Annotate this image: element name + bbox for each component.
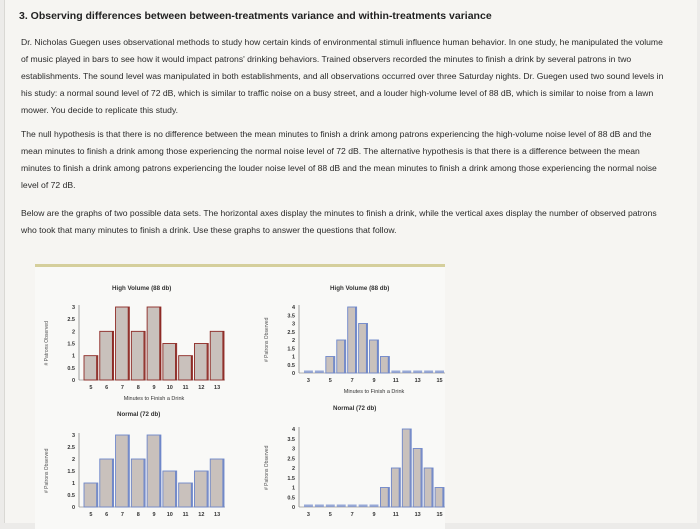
chart-c-bar (116, 435, 130, 507)
chart-c-bar (84, 483, 98, 507)
chart-c-bar (131, 459, 145, 507)
chart-d-ytick: 2.5 (287, 456, 295, 463)
chart-d-bar (370, 505, 379, 508)
chart-c-xtick: 8 (136, 512, 140, 518)
chart-b-ylabel: # Patrons Observed (264, 317, 270, 362)
chart-b-bar (413, 371, 422, 374)
chart-d-title: Normal (72 db) (333, 405, 377, 412)
chart-b-ytick: 3.5 (287, 313, 295, 320)
chart-a-bar (163, 344, 177, 381)
chart-d-xtick: 11 (392, 512, 399, 518)
chart-c-xtick: 12 (198, 512, 205, 518)
chart-d-ytick: 3.5 (287, 436, 295, 443)
chart-c-bar (147, 435, 161, 507)
chart-b-xtick: 7 (350, 378, 354, 384)
chart-d (255, 417, 455, 523)
chart-a-ytick: 3 (71, 305, 75, 311)
chart-d-xtick: 7 (350, 512, 354, 518)
chart-b-ytick: 2 (291, 338, 295, 344)
chart-c-xtick: 10 (166, 512, 173, 518)
chart-a-ytick: 0 (71, 378, 75, 384)
chart-c-bar (100, 459, 114, 507)
chart-c-ytick: 2.5 (67, 445, 75, 451)
study-description: Dr. Nicholas Guegen uses observational methods to study how certain kinds of environmental stimuli influence human behavior. In one study, he manipulated the volume of music played in bars to see how it would impact patrons' drinking behaviors. Trained observers recorded the minutes to finish a drink by several patrons in two establishments. The sound level was manipulated in both establishments, and all observations occurred over three Saturday nights. Dr. Guegen used two sound levels in his study: a normal sound level of 72 dB, which is similar to traffic noise on a busy street, and a louder high-volume level of 88 dB, which is similar to noise from a lawn mower. You decide to replicate this study. (21, 37, 664, 115)
chart-b-ytick: 1.5 (287, 346, 295, 353)
chart-d-xtick: 15 (436, 512, 443, 518)
hypothesis-description: The null hypothesis is that there is no difference between the mean minutes to finish a drink among patrons experiencing the high-volume noise level of 88 dB and the mean minutes to finish a drink among those experiencing the normal noise level of 72 dB. The alternative hypothesis is that there is a difference between the mean minutes to finish a drink among patrons experiencing the louder noise level of 88 dB and the mean minutes to finish a drink among those experiencing the normal noise level of 72 dB. (21, 129, 657, 190)
chart-b-ytick: 3 (291, 321, 295, 328)
chart-a-bar (210, 331, 224, 380)
chart-a-ytick: 0.5 (67, 365, 75, 372)
chart-c-bar (210, 459, 224, 507)
question-page (4, 0, 697, 523)
chart-d-xtick: 3 (306, 512, 310, 518)
chart-a-ytick: 1.5 (67, 341, 75, 348)
chart-a-ytick: 2 (71, 329, 75, 336)
chart-a (35, 295, 235, 410)
chart-c-ytick: 1.5 (67, 469, 75, 475)
chart-a-xtick: 11 (182, 385, 189, 391)
chart-b-bar (424, 371, 433, 374)
chart-a-bar (116, 307, 130, 380)
chart-c-xtick: 6 (105, 512, 109, 518)
chart-a-xlabel: Minutes to Finish a Drink (123, 396, 185, 402)
chart-b-title: High Volume (88 db) (330, 285, 390, 292)
chart-c-title: Normal (72 db) (117, 411, 161, 418)
chart-c (35, 423, 235, 523)
chart-a-bar (131, 331, 145, 380)
chart-a-title: High Volume (88 db) (112, 285, 172, 292)
chart-d-ytick: 3 (291, 446, 295, 453)
chart-b-ytick: 2.5 (287, 329, 295, 336)
chart-a-xtick: 13 (214, 385, 221, 391)
chart-a-ytick: 2.5 (67, 317, 75, 324)
chart-c-ytick: 1 (71, 481, 75, 487)
chart-b-bar (304, 371, 313, 374)
chart-b-xlabel: Minutes to Finish a Drink (343, 389, 405, 395)
chart-a-bar (147, 307, 161, 380)
chart-b-xtick: 15 (436, 378, 443, 384)
chart-b-xtick: 11 (392, 378, 399, 384)
chart-d-bar (315, 505, 324, 508)
chart-a-bar (194, 344, 208, 381)
chart-a-bar (84, 356, 98, 380)
chart-d-bar (359, 505, 368, 508)
chart-d-xtick: 5 (328, 512, 332, 518)
chart-d-ytick: 2 (291, 466, 295, 472)
chart-d-ylabel: # Patrons Observed (264, 445, 270, 490)
chart-c-bar (194, 471, 208, 507)
chart-b (255, 295, 455, 410)
chart-d-bar (304, 505, 313, 508)
chart-c-bar (163, 471, 177, 507)
chart-b-ytick: 4 (291, 305, 295, 311)
chart-d-xtick: 13 (414, 512, 421, 518)
chart-c-xtick: 5 (89, 512, 93, 518)
chart-a-xtick: 12 (198, 385, 205, 391)
chart-c-xtick: 11 (182, 512, 189, 518)
chart-a-xtick: 5 (89, 385, 93, 391)
chart-a-xtick: 10 (166, 385, 173, 391)
chart-c-xtick: 7 (120, 512, 124, 518)
chart-c-xtick: 13 (214, 512, 221, 518)
chart-d-ytick: 1.5 (287, 475, 295, 482)
chart-a-xtick: 8 (136, 385, 140, 391)
chart-a-ytick: 1 (71, 353, 75, 360)
chart-a-bar (179, 356, 193, 380)
chart-a-xtick: 6 (105, 385, 109, 391)
chart-d-xtick: 9 (372, 512, 376, 518)
chart-d-ytick: 1 (291, 485, 295, 492)
chart-b-xtick: 9 (372, 378, 376, 384)
chart-c-ytick: 0.5 (67, 493, 75, 499)
chart-d-bar (326, 505, 335, 508)
chart-b-bar (435, 371, 444, 374)
chart-a-xtick: 7 (120, 385, 124, 391)
chart-d-ytick: 4 (291, 427, 295, 433)
chart-b-ytick: 1 (291, 354, 295, 361)
chart-d-ytick: 0.5 (287, 495, 295, 502)
graph-instructions: Below are the graphs of two possible data sets. The horizontal axes display the minutes to finish a drink, while the vertical axes display the number of observed patrons who took that many minutes to finish a drink. Use these graphs to answer the questions that follow. (21, 208, 657, 235)
chart-b-bar (391, 371, 400, 374)
chart-b-xtick: 3 (306, 378, 310, 384)
chart-b-bar (402, 371, 411, 374)
question-title: 3. Observing differences between between-treatments variance and within-treatments variance (19, 10, 492, 22)
chart-c-ytick: 2 (71, 457, 75, 463)
chart-a-xtick: 9 (152, 385, 156, 391)
chart-c-ylabel: # Patrons Observed (44, 448, 50, 493)
chart-b-ytick: 0.5 (287, 362, 295, 369)
chart-c-ytick: 3 (71, 433, 75, 439)
chart-a-ylabel: # Patrons Observed (44, 321, 50, 366)
chart-b-xtick: 13 (414, 378, 421, 384)
chart-a-bar (100, 331, 114, 380)
chart-b-bar (315, 371, 324, 374)
chart-d-bar (348, 505, 357, 508)
chart-c-bar (179, 483, 193, 507)
chart-b-ytick: 0 (291, 371, 295, 377)
chart-d-ytick: 0 (291, 505, 295, 511)
chart-d-bar (337, 505, 346, 508)
chart-c-xtick: 9 (152, 512, 156, 518)
chart-b-xtick: 5 (328, 378, 332, 384)
chart-c-ytick: 0 (71, 505, 75, 511)
